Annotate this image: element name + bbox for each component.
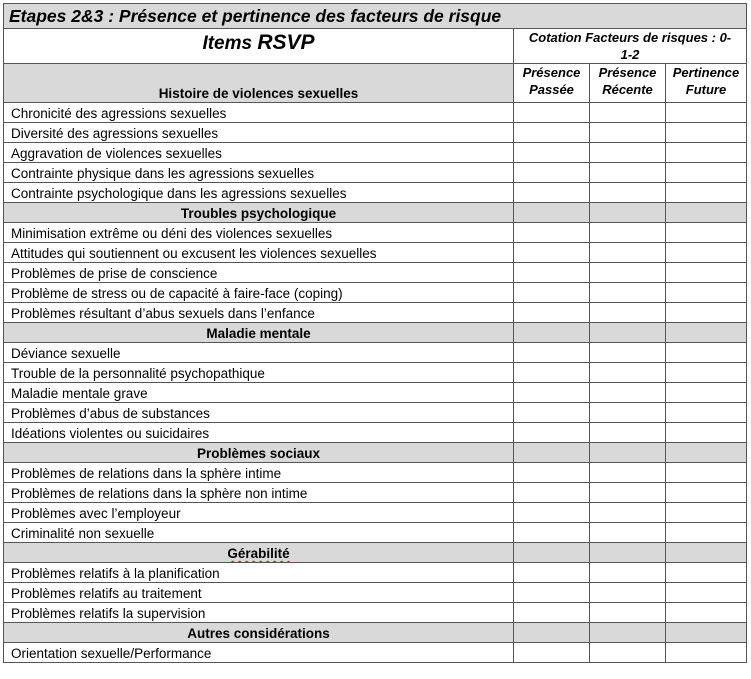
cotation-line1: Cotation Facteurs de risques : 0- [528, 30, 732, 45]
score-recent-cell[interactable] [590, 383, 666, 403]
item-label: Problèmes de relations dans la sphère intime [4, 463, 514, 483]
section-score-cell [514, 623, 590, 643]
item-label: Contrainte physique dans les agressions sexuelles [4, 163, 514, 183]
section-header-row [4, 543, 747, 563]
section-header-row [4, 443, 747, 463]
score-recent-cell[interactable] [590, 163, 666, 183]
score-future-cell[interactable] [666, 223, 747, 243]
score-past-cell[interactable] [514, 403, 590, 423]
score-past-cell[interactable] [514, 563, 590, 583]
table-row [4, 303, 747, 323]
section-title-text: Autres considérations [187, 626, 330, 641]
item-label: Problèmes d’abus de substances [4, 403, 514, 423]
column-header-0 [514, 64, 590, 103]
column-header-1 [590, 64, 666, 103]
table-row [4, 403, 747, 423]
item-label: Problèmes de relations dans la sphère non intime [4, 483, 514, 503]
item-label: Criminalité non sexuelle [4, 523, 514, 543]
score-recent-cell[interactable] [590, 343, 666, 363]
section-title [4, 623, 514, 643]
score-future-cell[interactable] [666, 563, 747, 583]
table-row [4, 643, 747, 663]
score-past-cell[interactable] [514, 163, 590, 183]
score-past-cell[interactable] [514, 503, 590, 523]
section-title-text: Troubles psychologique [180, 206, 337, 221]
score-future-cell[interactable] [666, 303, 747, 323]
table-row [4, 123, 747, 143]
section-score-cell [514, 323, 590, 343]
score-future-cell[interactable] [666, 123, 747, 143]
score-future-cell[interactable] [666, 263, 747, 283]
score-future-cell[interactable] [666, 583, 747, 603]
table-row [4, 163, 747, 183]
items-header [4, 29, 514, 64]
score-recent-cell[interactable] [590, 563, 666, 583]
score-future-cell[interactable] [666, 183, 747, 203]
table-row [4, 263, 747, 283]
score-future-cell[interactable] [666, 383, 747, 403]
score-recent-cell[interactable] [590, 483, 666, 503]
score-future-cell[interactable] [666, 283, 747, 303]
section-title [4, 323, 514, 343]
score-past-cell[interactable] [514, 103, 590, 123]
score-recent-cell[interactable] [590, 283, 666, 303]
item-label: Minimisation extrême ou déni des violences sexuelles [4, 223, 514, 243]
item-label: Problème de stress ou de capacité à faire-face (coping) [4, 283, 514, 303]
table-row [4, 143, 747, 163]
score-future-cell[interactable] [666, 403, 747, 423]
score-past-cell[interactable] [514, 123, 590, 143]
score-future-cell[interactable] [666, 103, 747, 123]
score-past-cell[interactable] [514, 483, 590, 503]
score-recent-cell[interactable] [590, 463, 666, 483]
column-header-line2: Passée [529, 82, 574, 97]
score-future-cell[interactable] [666, 483, 747, 503]
score-recent-cell[interactable] [590, 103, 666, 123]
table-row [4, 243, 747, 263]
score-recent-cell[interactable] [590, 143, 666, 163]
score-past-cell[interactable] [514, 583, 590, 603]
section-score-cell [666, 203, 747, 223]
score-future-cell[interactable] [666, 463, 747, 483]
cotation-header [514, 29, 747, 64]
table-row [4, 103, 747, 123]
score-future-cell[interactable] [666, 163, 747, 183]
item-label: Contrainte psychologique dans les agressions sexuelles [4, 183, 514, 203]
score-recent-cell[interactable] [590, 183, 666, 203]
cotation-line2: 1-2 [620, 47, 640, 62]
section-score-cell [514, 543, 590, 563]
items-acronym: RSVP [257, 31, 315, 54]
score-past-cell[interactable] [514, 383, 590, 403]
section-header-row [4, 323, 747, 343]
item-label: Problèmes de prise de conscience [4, 263, 514, 283]
score-future-cell[interactable] [666, 363, 747, 383]
section-title [4, 203, 514, 223]
score-future-cell[interactable] [666, 603, 747, 623]
score-recent-cell[interactable] [590, 303, 666, 323]
score-recent-cell[interactable] [590, 223, 666, 243]
score-recent-cell[interactable] [590, 603, 666, 623]
item-label: Chronicité des agressions sexuelles [4, 103, 514, 123]
table-title: Etapes 2&3 : Présence et pertinence des facteurs de risque [4, 4, 747, 29]
column-header-line1: Pertinence [672, 65, 740, 80]
column-header-line2: Future [685, 82, 727, 97]
score-recent-cell[interactable] [590, 263, 666, 283]
score-recent-cell[interactable] [590, 423, 666, 443]
score-past-cell[interactable] [514, 243, 590, 263]
column-header-line2: Récente [602, 82, 653, 97]
item-label: Problèmes relatifs à la planification [4, 563, 514, 583]
rsvp-risk-table [3, 3, 747, 663]
table-row [4, 463, 747, 483]
score-past-cell[interactable] [514, 183, 590, 203]
score-recent-cell[interactable] [590, 523, 666, 543]
table-row [4, 563, 747, 583]
section-score-cell [590, 443, 666, 463]
table-row [4, 343, 747, 363]
section-score-cell [590, 543, 666, 563]
item-label: Orientation sexuelle/Performance [4, 643, 514, 663]
score-future-cell[interactable] [666, 143, 747, 163]
table-row [4, 423, 747, 443]
score-past-cell[interactable] [514, 143, 590, 163]
table-row [4, 503, 747, 523]
section-score-cell [666, 323, 747, 343]
score-past-cell[interactable] [514, 343, 590, 363]
item-label: Déviance sexuelle [4, 343, 514, 363]
score-past-cell[interactable] [514, 643, 590, 663]
table-row [4, 223, 747, 243]
score-future-cell[interactable] [666, 643, 747, 663]
section-title [4, 443, 514, 463]
table-row [4, 603, 747, 623]
item-label: Attitudes qui soutiennent ou excusent les violences sexuelles [4, 243, 514, 263]
item-label: Aggravation de violences sexuelles [4, 143, 514, 163]
section-score-cell [666, 543, 747, 563]
score-past-cell[interactable] [514, 363, 590, 383]
section-title-text: Gérabilité [227, 546, 290, 561]
table-row [4, 183, 747, 203]
section-score-cell [514, 203, 590, 223]
score-future-cell[interactable] [666, 243, 747, 263]
score-past-cell[interactable] [514, 303, 590, 323]
item-label: Problèmes avec l’employeur [4, 503, 514, 523]
section-header-row [4, 623, 747, 643]
score-past-cell[interactable] [514, 463, 590, 483]
score-recent-cell[interactable] [590, 583, 666, 603]
score-future-cell[interactable] [666, 423, 747, 443]
score-past-cell[interactable] [514, 423, 590, 443]
score-future-cell[interactable] [666, 523, 747, 543]
item-label: Idéations violentes ou suicidaires [4, 423, 514, 443]
table-row [4, 483, 747, 503]
item-label: Problèmes relatifs la supervision [4, 603, 514, 623]
items-label: Items [202, 33, 253, 54]
score-future-cell[interactable] [666, 343, 747, 363]
section-score-cell [590, 203, 666, 223]
score-recent-cell[interactable] [590, 643, 666, 663]
section-score-cell [666, 623, 747, 643]
table-row [4, 363, 747, 383]
item-label: Diversité des agressions sexuelles [4, 123, 514, 143]
item-label: Problèmes relatifs au traitement [4, 583, 514, 603]
item-label: Problèmes résultant d’abus sexuels dans l’enfance [4, 303, 514, 323]
score-past-cell[interactable] [514, 263, 590, 283]
section-title-text: Problèmes sociaux [196, 446, 321, 461]
section-score-cell [590, 623, 666, 643]
score-past-cell[interactable] [514, 523, 590, 543]
column-header-2 [666, 64, 747, 103]
column-header-line1: Présence [598, 65, 657, 80]
score-past-cell[interactable] [514, 283, 590, 303]
section-score-cell [514, 443, 590, 463]
score-future-cell[interactable] [666, 503, 747, 523]
section-title-text: Histoire de violences sexuelles [158, 86, 359, 101]
table-row [4, 523, 747, 543]
section-header-row [4, 203, 747, 223]
section-title-text: Maladie mentale [206, 326, 311, 341]
score-recent-cell[interactable] [590, 403, 666, 423]
section-title [4, 64, 514, 103]
score-recent-cell[interactable] [590, 243, 666, 263]
section-score-cell [666, 443, 747, 463]
score-recent-cell[interactable] [590, 503, 666, 523]
section-header-row [4, 64, 747, 103]
table-row [4, 583, 747, 603]
table-row [4, 283, 747, 303]
score-past-cell[interactable] [514, 223, 590, 243]
score-past-cell[interactable] [514, 603, 590, 623]
score-recent-cell[interactable] [590, 123, 666, 143]
item-label: Maladie mentale grave [4, 383, 514, 403]
score-recent-cell[interactable] [590, 363, 666, 383]
section-title [4, 543, 514, 563]
column-header-line1: Présence [522, 65, 581, 80]
table-row [4, 383, 747, 403]
item-label: Trouble de la personnalité psychopathique [4, 363, 514, 383]
section-score-cell [590, 323, 666, 343]
